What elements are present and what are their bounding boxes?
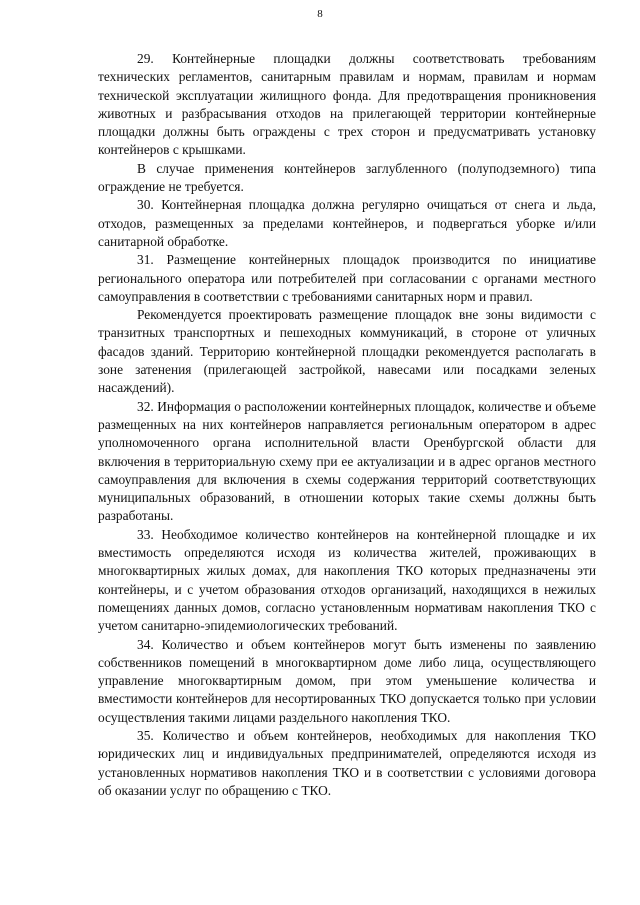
paragraph-34: 34. Количество и объем контейнеров могут быть изменены по заявлению собственников помещений в многоквартирном доме либо лица, осуществляющего управление многоквартирным домом, при этом уменьшение количества и вместимости контейнеров для несортированных ТКО допускается только при условии осуществления такими лицами раздельного накопления ТКО. [98, 636, 596, 725]
paragraph-29-note: В случае применения контейнеров заглубленного (полуподземного) типа ограждение не требуется. [98, 160, 596, 195]
paragraph-29: 29. Контейнерные площадки должны соответствовать требованиям технических регламентов, санитарным правилам и нормам, правилам и нормам технической эксплуатации жилищного фонда. Для предотвращения проникновения животных и разбрасывания отходов на прилегающей территории контейнерные площадки должны быть ограждены с трех сторон и предусматривать установку контейнеров с крышками. [98, 51, 596, 158]
paragraph-31: 31. Размещение контейнерных площадок производится по инициативе регионального оператора или потребителей при согласовании с органами местного самоуправления в соответствии с требованиями санитарных норм и правил. [98, 252, 596, 304]
paragraph-31-recommendation: Рекомендуется проектировать размещение площадок вне зоны видимости с транзитных транспортных и пешеходных коммуникаций, в стороне от уличных фасадов зданий. Территорию контейнерной площадки рекомендуется располагать в зоне затенения (прилегающей застройкой, навесами или посадками зеленых насаждений). [98, 307, 596, 396]
paragraph-30: 30. Контейнерная площадка должна регулярно очищаться от снега и льда, отходов, размещенных за пределами контейнеров, и подвергаться уборке и/или санитарной обработке. [98, 197, 596, 249]
paragraph-32: 32. Информация о расположении контейнерных площадок, количестве и объеме размещенных на них контейнеров направляется региональным оператором в адрес уполномоченного органа исполнительной власти Оренбургской области для включения в территориальную схему при ее актуализации и в адрес органов местного самоуправления для включения в схемы содержания территорий соответствующих муниципальных образований, в отношении которых такие схемы должны быть разработаны. [98, 398, 596, 524]
paragraph-35: 35. Количество и объем контейнеров, необходимых для накопления ТКО юридических лиц и индивидуальных предпринимателей, определяются исходя из установленных нормативов накопления ТКО и в соответствии с условиями договора об оказании услуг по обращению с ТКО. [98, 727, 596, 798]
page-number: 8 [317, 8, 323, 20]
paragraph-33: 33. Необходимое количество контейнеров на контейнерной площадке и их вместимость определяются исходя из количества жителей, проживающих в многоквартирных жилых домах, для накопления ТКО которых предназначены эти контейнеры, и с учетом образования отходов организаций, находящихся в нежилых помещениях данных домов, согласно установленным нормативам накопления ТКО с учетом санитарно-эпидемиологических требований. [98, 526, 596, 634]
document-body [98, 50, 596, 800]
